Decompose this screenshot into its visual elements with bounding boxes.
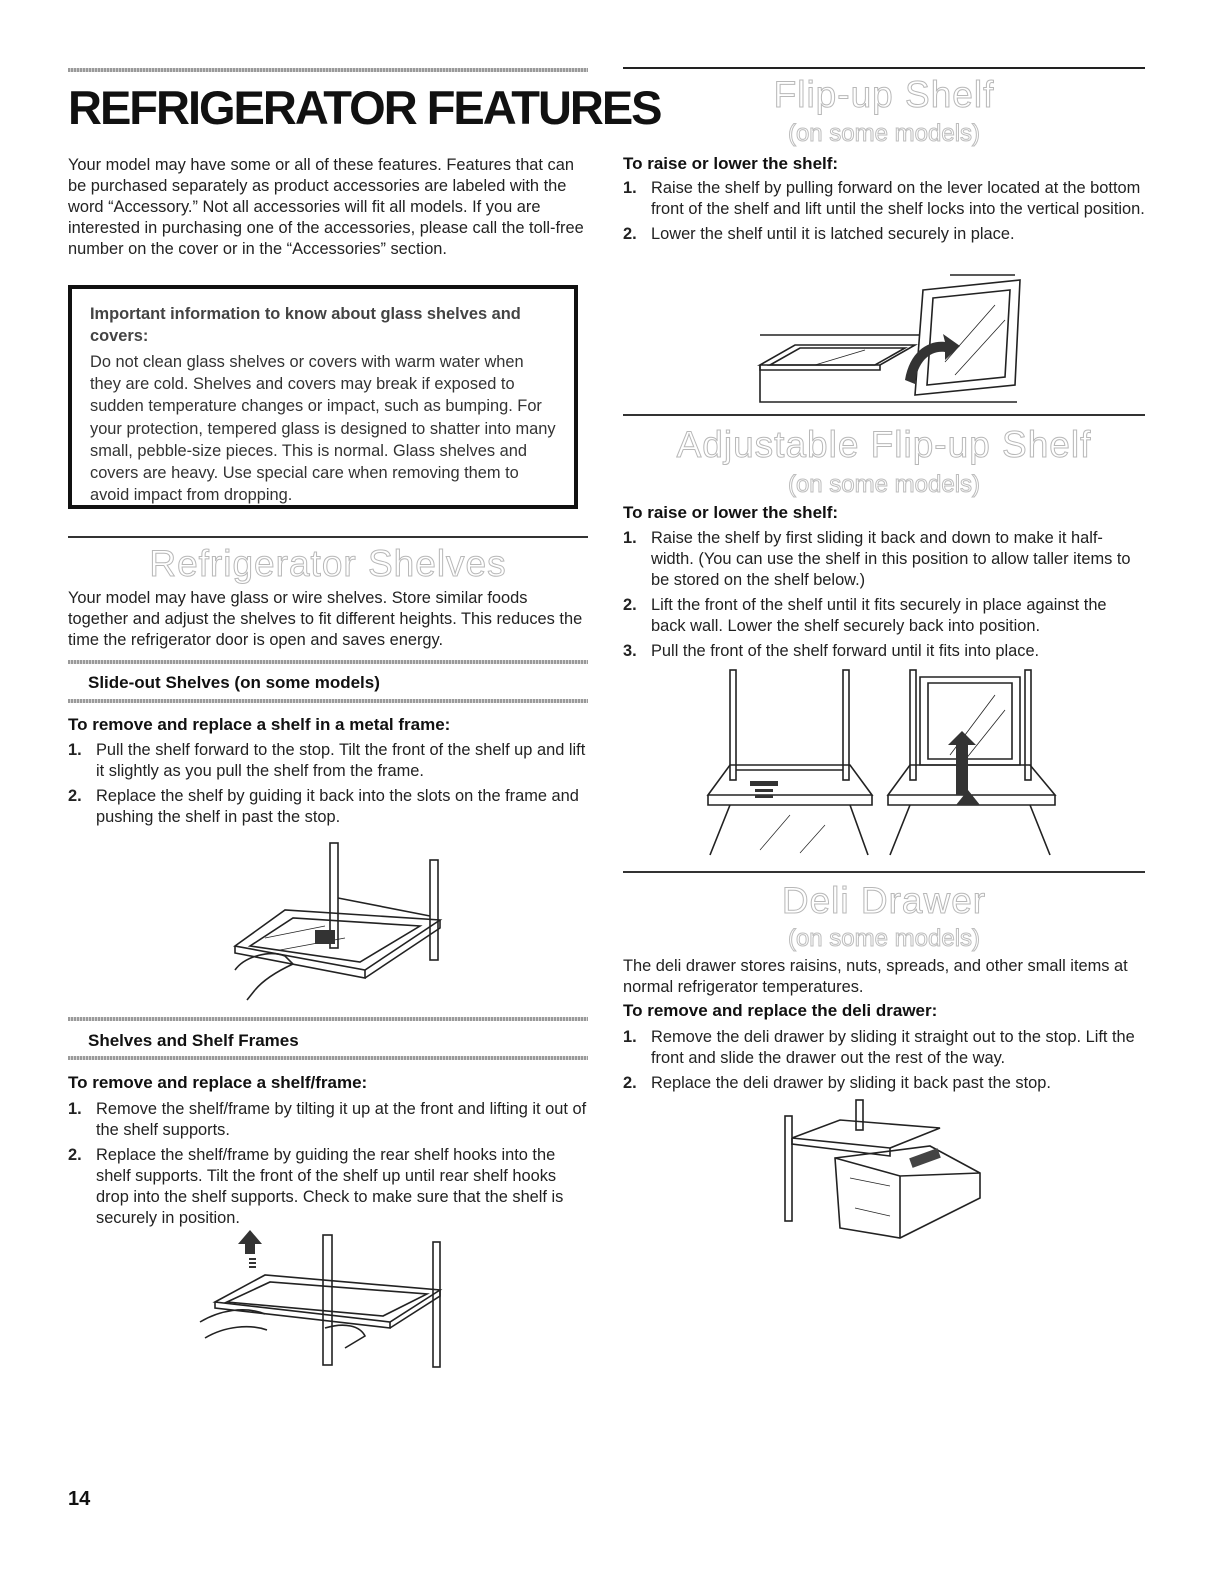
frames-heading: Shelves and Shelf Frames [88, 1031, 299, 1050]
flip-up-shelf-illustration [755, 270, 1030, 410]
slide-out-steps [68, 740, 588, 832]
intro-paragraph: Your model may have some or all of these features. Features that can be purchased separately as product accessories are labeled with the word “Accessory.” Not all accessories will fit all models. If you are interested in purchasing one of the accessories, please call the toll-free number on the cover or in the “Accessories” section. [68, 156, 584, 258]
section-divider-2 [623, 414, 1145, 416]
adjustable-flip-up-subtitle: (on some models) [787, 471, 981, 498]
glass-warning-box [68, 285, 578, 509]
list-item: 2. Replace the shelf by guiding it back into the slots on the frame and pushing the shelf in past the stop. [68, 787, 579, 826]
band-top [68, 660, 588, 664]
list-item: 1. Remove the shelf/frame by tilting it up at the front and lifting it out of the shelf supports. [68, 1100, 587, 1139]
adjustable-flip-up-illustration [700, 665, 1070, 860]
list-item: 2. Lower the shelf until it is latched securely in place. [623, 225, 1015, 243]
right-top-rule [623, 67, 1145, 69]
adjustable-steps [623, 528, 1145, 666]
shelves-section-title: Refrigerator Shelves [149, 543, 507, 584]
band-bottom [68, 699, 588, 703]
list-item: 2. Lift the front of the shelf until it fits securely in place against the back wall. Lower the shelf securely back into position. [623, 596, 1107, 635]
slide-out-shelf-illustration [225, 838, 450, 1003]
band-top-2 [68, 1017, 588, 1021]
shelves-intro: Your model may have glass or wire shelves. Store similar foods together and adjust the shelves to fit different heights. This reduces the time the refrigerator door is open and saves energy. [68, 589, 583, 649]
adjustable-instruction-head: To raise or lower the shelf: [623, 503, 839, 522]
page-number: 14 [68, 1488, 91, 1510]
deli-drawer-subtitle: (on some models) [787, 925, 981, 952]
section-divider-3 [623, 871, 1145, 873]
slide-out-heading: Slide-out Shelves (on some models) [88, 673, 380, 692]
list-item: 1. Pull the shelf forward to the stop. Tilt the front of the shelf up and lift it slightly as you pull the shelf from the frame. [68, 741, 586, 780]
flip-up-instruction-head: To raise or lower the shelf: [623, 154, 839, 173]
list-item: 2. Replace the shelf/frame by guiding the rear shelf hooks into the shelf supports. Tilt the front of the shelf up until rear shelf hooks drop into the shelf supports. Check to make sure that the shelf is securely in position. [68, 1146, 564, 1227]
band-bottom-2 [68, 1056, 588, 1060]
flip-up-steps [623, 178, 1145, 249]
adjustable-flip-up-title: Adjustable Flip-up Shelf [676, 424, 1092, 465]
shelf-frame-illustration [195, 1230, 455, 1370]
section-divider [68, 536, 588, 538]
list-item: 1. Raise the shelf by first sliding it back and down to make it half-width. (You can use the shelf in this position to allow taller items to be stored on the shelf below.) [623, 529, 1131, 589]
deli-drawer-illustration [780, 1098, 990, 1243]
frames-instruction-head: To remove and replace a shelf/frame: [68, 1073, 368, 1092]
frames-steps [68, 1099, 588, 1233]
list-item: 3. Pull the front of the shelf forward until it fits into place. [623, 642, 1040, 660]
flip-up-title: Flip-up Shelf [773, 74, 995, 115]
warning-title: Important information to know about glass shelves and covers: [90, 305, 521, 345]
list-item: 2. Replace the deli drawer by sliding it back past the stop. [623, 1074, 1051, 1092]
deli-steps [623, 1027, 1145, 1098]
warning-body: Do not clean glass shelves or covers with warm water when they are cold. Shelves and covers may break if exposed to sudden temperature changes or impact, such as bumping. For your protection, tempered glass is designed to shatter into many small, pebble-size pieces. This is normal. Glass shelves and covers are heavy. Use special care when removing them to avoid impact from dropping. [90, 353, 556, 505]
list-item: 1. Remove the deli drawer by sliding it straight out to the stop. Lift the front and slide the drawer out the rest of the way. [623, 1028, 1135, 1067]
top-dotted-rule [68, 68, 588, 72]
deli-instruction-head: To remove and replace the deli drawer: [623, 1001, 938, 1020]
deli-drawer-title: Deli Drawer [781, 880, 987, 921]
deli-intro: The deli drawer stores raisins, nuts, spreads, and other small items at normal refrigerator temperatures. [623, 957, 1128, 996]
slide-out-instruction-head: To remove and replace a shelf in a metal frame: [68, 715, 451, 734]
page-title: REFRIGERATOR FEATURES [68, 81, 661, 134]
flip-up-subtitle: (on some models) [787, 120, 981, 147]
list-item: 1. Raise the shelf by pulling forward on the lever located at the bottom front of the shelf and lift until the shelf locks into the vertical position. [623, 179, 1145, 218]
